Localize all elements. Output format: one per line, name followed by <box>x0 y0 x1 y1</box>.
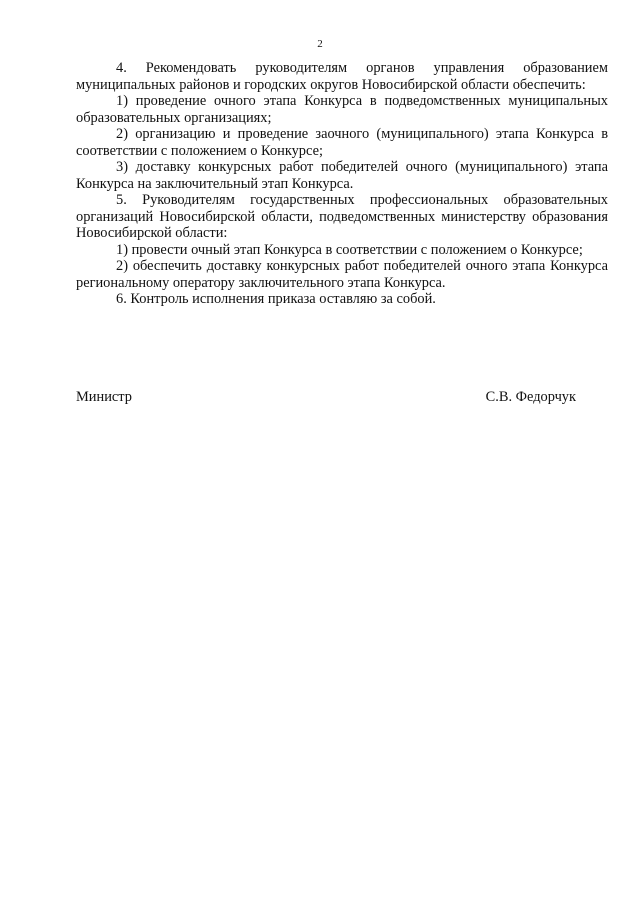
paragraph-4-item-2: 2) организацию и проведение заочного (муниципального) этапа Конкурса в соответствии с положением о Конкурсе; <box>76 126 608 159</box>
order-body <box>76 60 608 308</box>
paragraph-4-item-1: 1) проведение очного этапа Конкурса в подведомственных муниципальных образовательных организациях; <box>76 93 608 126</box>
paragraph-4-item-3: 3) доставку конкурсных работ победителей очного (муниципального) этапа Конкурса на заключительный этап Конкурса. <box>76 159 608 192</box>
paragraph-4: 4. Рекомендовать руководителям органов управления образованием муниципальных районов и городских округов Новосибирской области обеспечить: <box>76 60 608 93</box>
paragraph-6: 6. Контроль исполнения приказа оставляю за собой. <box>116 291 436 307</box>
paragraph-5: 5. Руководителям государственных профессиональных образовательных организаций Новосибирской области, подведомственных министерству образования Новосибирской области: <box>76 192 608 241</box>
signer-name: С.В. Федорчук <box>485 389 576 405</box>
paragraph-5-item-2: 2) обеспечить доставку конкурсных работ победителей очного этапа Конкурса региональному оператору заключительного этапа Конкурса. <box>76 258 608 291</box>
signer-role: Министр <box>76 389 132 405</box>
paragraph-5-item-1: 1) провести очный этап Конкурса в соответствии с положением о Конкурсе; <box>116 241 583 258</box>
page-number: 2 <box>317 38 323 50</box>
